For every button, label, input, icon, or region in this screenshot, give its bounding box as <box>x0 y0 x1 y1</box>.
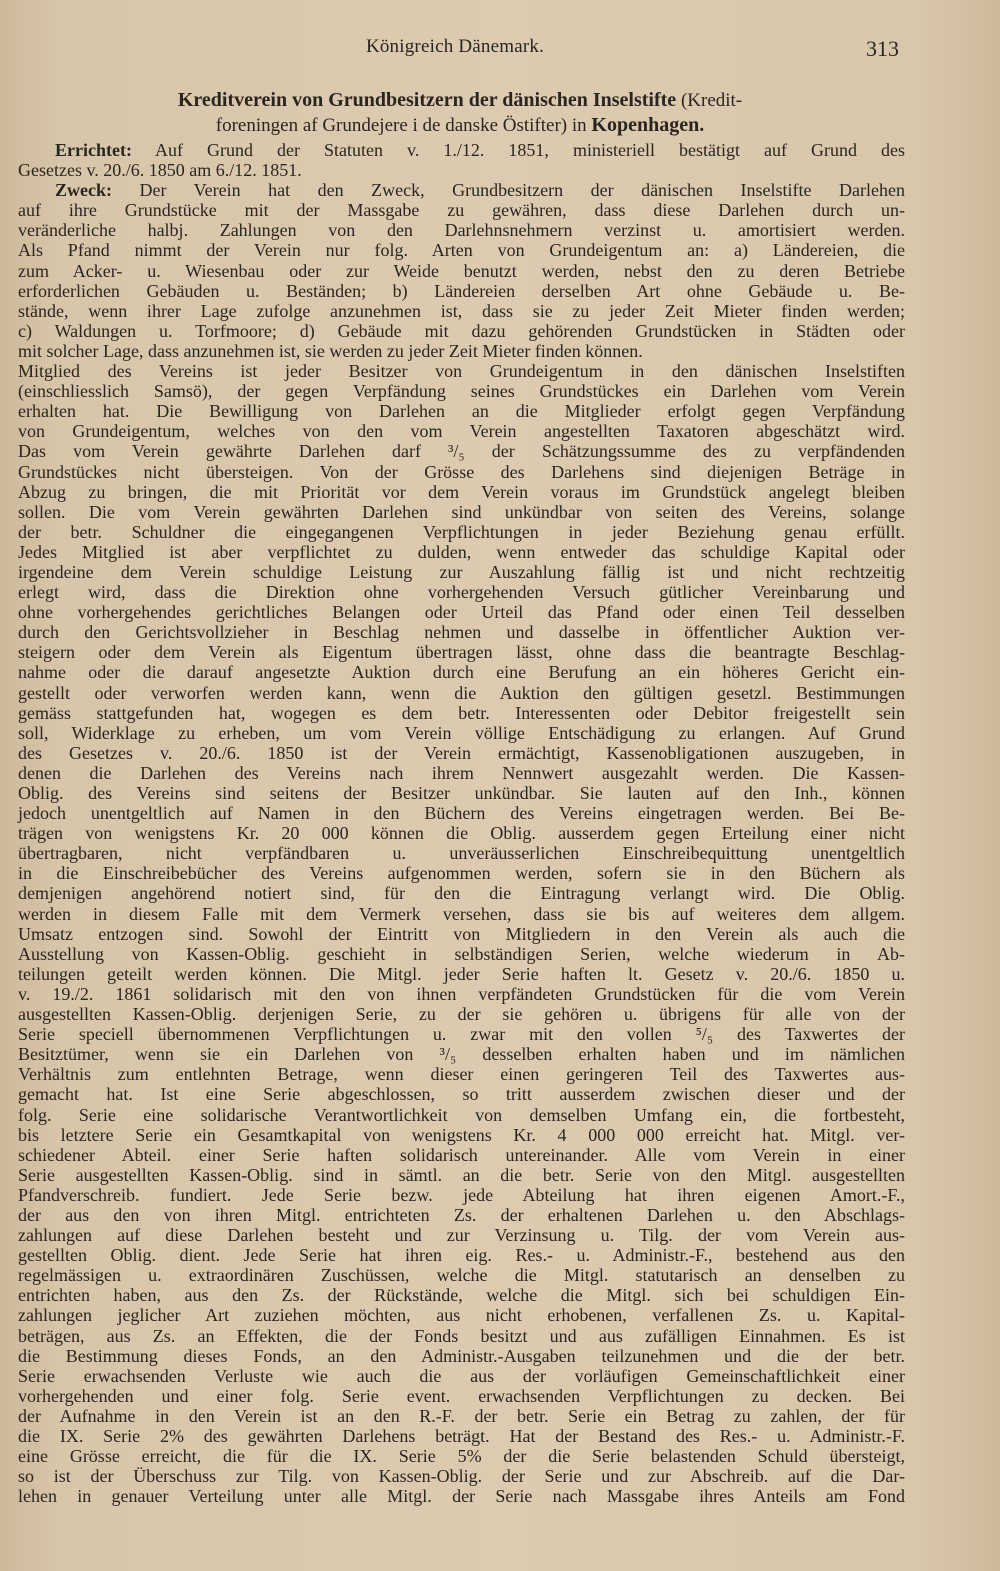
text-line <box>18 1165 905 1185</box>
text-line <box>18 381 905 401</box>
line-text: gemacht hat. Ist eine Serie abgeschlossen, so tritt ausserdem zwischen dieser und der <box>18 1084 905 1105</box>
text-line <box>18 1305 905 1325</box>
line-text: (einschliesslich Samsö), der gegen Verpfändung seines Grundstückes ein Darlehen vom Verein <box>18 381 905 402</box>
line-text: stände, wenn ihrer Lage zufolge anzunehmen ist, dass sie zu jeder Zeit Mieter finden werden; <box>18 300 905 321</box>
text-line <box>18 441 905 461</box>
text-line <box>18 421 905 441</box>
title-bold-part-2: Kopenhagen. <box>591 114 705 136</box>
line-text: teilungen geteilt werden können. Die Mitgl. jeder Serie haften lt. Gesetz v. 20./6. 1850 u. <box>18 963 905 984</box>
line-text: bis letztere Serie ein Gesamtkapital von wenigstens Kr. 4 000 000 erreicht hat. Mitgl. ver- <box>18 1124 905 1145</box>
text-line <box>18 1326 905 1346</box>
text-line <box>18 863 905 883</box>
line-text: ohne vorhergehendes gerichtliches Belangen oder Urteil das Pfand oder einen Teil desselben <box>18 602 905 623</box>
text-line <box>18 1346 905 1366</box>
text-line <box>18 1466 905 1486</box>
line-text: soll, Widerklage zu erheben, um vom Verein völlige Entschädigung zu erlangen. Auf Grund <box>18 722 905 743</box>
line-text: gestellten Oblig. dient. Jede Serie hat ihren eig. Res.- u. Administr.-F., bestehend aus den <box>18 1245 905 1266</box>
line-text: erforderlichen Gebäuden u. Beständen; b) Ländereien derselben Art ohne Gebäude u. Be- <box>18 280 905 301</box>
line-text: lehen in genauer Verteilung unter alle Mitgl. der Serie nach Massgabe ihres Anteils am Fond <box>18 1486 905 1507</box>
text-line <box>18 1105 905 1125</box>
line-text: Das vom Verein gewährte Darlehen darf ³/₅ der Schätzungssumme des zu verpfändenden <box>18 441 905 462</box>
text-line <box>18 703 905 723</box>
line-text: Serie erwachsenden Verluste wie auch die aus der vorläufigen Gemeinschaftlichkeit einer <box>18 1365 905 1386</box>
text-line <box>18 401 905 421</box>
line-text: ausgestellten Kassen-Oblig. derjenigen Serie, zu der sie gehören u. übrigens für alle von der <box>18 1004 905 1025</box>
line-text: gestellt oder verworfen werden kann, wenn die Auktion den gültigen gesetzl. Bestimmungen <box>18 682 905 703</box>
text-line <box>18 602 905 622</box>
running-head: Königreich Dänemark. <box>365 36 545 57</box>
line-text: regelmässigen u. extraordinären Zuschüssen, welche die Mitgl. statutarisch an denselben zu <box>18 1265 905 1286</box>
line-text: gemäss stattgefunden hat, wogegen es dem betr. Interessenten oder Debitor freigestellt sein <box>18 702 905 723</box>
text-line <box>18 1225 905 1245</box>
line-text: Jedes Mitglied ist aber verpflichtet zu dulden, wenn entweder das schuldige Kapital oder <box>18 541 905 562</box>
text-line <box>18 1386 905 1406</box>
line-text: Abzug zu bringen, die mit Priorität vor dem Verein voraus im Grundstück angelegt bleiben <box>18 481 905 502</box>
line-text: beträgen, aus Zs. an Effekten, die der Fonds besitzt und aus zufälligen Einnahmen. Es ist <box>18 1325 905 1346</box>
text-line <box>18 180 905 200</box>
line-text: die IX. Serie 2% des gewährten Darlehens beträgt. Hat der Bestand des Res.- u. Administr.-F. <box>18 1426 905 1446</box>
text-line <box>18 1426 905 1446</box>
text-line <box>18 622 905 642</box>
text-line <box>18 803 905 823</box>
line-text: nahme oder die darauf angesetzte Auktion durch eine Berufung an ein höheres Gericht ein- <box>18 662 905 683</box>
line-text: Serie speciell übernommenen Verpflichtungen u. zwar mit den vollen ⁵/₅ des Taxwertes der <box>18 1024 905 1045</box>
line-text: Ausstellung von Kassen-Oblig. geschieht in selbständigen Serien, welche wiederum in Ab- <box>18 943 905 964</box>
text-line <box>18 843 905 863</box>
text-line <box>18 200 905 220</box>
line-text: auf ihre Grundstücke mit der Massgabe zu gewähren, dass diese Darlehen durch un- <box>18 200 905 221</box>
label-zweck: Zweck: <box>55 180 112 201</box>
text-line <box>18 321 905 341</box>
line-text: steigern oder dem Verein als Eigentum übertragen lässt, ohne dass die beantragte Beschlag- <box>18 642 905 663</box>
line-text: entrichten haben, aus den Zs. der Rückstände, welche die Mitgl. sich bei schuldigen Ein- <box>18 1285 905 1306</box>
text-line <box>18 1084 905 1104</box>
text-line <box>18 783 905 803</box>
text-line <box>18 1285 905 1305</box>
line-text: denen die Darlehen des Vereins nach ihrem Nennwert ausgezahlt werden. Die Kassen- <box>18 762 905 783</box>
line-text: erlegt wird, dass die Direktion ohne vorhergehenden Versuch gütlicher Vereinbarung und <box>18 582 905 603</box>
title-normal-part-1: (Kredit- <box>676 90 743 111</box>
text-line <box>18 683 905 703</box>
text-line <box>18 502 905 522</box>
line-text: Grundstückes nicht übersteigen. Von der Grösse des Darlehens sind diejenigen Beträge in <box>18 461 905 482</box>
text-line <box>18 522 905 542</box>
text-line <box>18 1064 905 1084</box>
line-text: übertragbaren, nicht verpfändbaren u. unveräusserlichen Einschreibequittung unentgeltlich <box>18 843 905 864</box>
text-line <box>18 160 905 180</box>
text-line <box>18 944 905 964</box>
text-line <box>18 261 905 281</box>
line-text: vorhergehenden und einer folg. Serie event. erwachsenden Verpflichtungen zu decken. Bei <box>18 1385 905 1406</box>
text-line <box>18 361 905 381</box>
line-text: der aus den von ihren Mitgl. entrichteten Zs. der erhaltenen Darlehen u. den Abschlags- <box>18 1204 905 1225</box>
line-text: v. 19./2. 1861 solidarisch mit den von ihnen verpfändeten Grundstücken für die vom Verein <box>18 983 905 1004</box>
text-line <box>18 924 905 944</box>
text-line <box>18 1004 905 1024</box>
text-line <box>18 281 905 301</box>
line-text: werden in diesem Falle mit dem Vermerk versehen, dass sie bis auf weiteres dem allgem. <box>18 903 905 924</box>
text-line <box>18 723 905 743</box>
text-line <box>18 1145 905 1165</box>
text-line <box>18 1044 905 1064</box>
text-line <box>18 301 905 321</box>
line-text: so ist der Überschuss zur Tilg. von Kassen-Oblig. der Serie und zur Abschreib. auf die Dar- <box>18 1466 905 1487</box>
line-text: die Bestimmung dieses Fonds, an den Administr.-Ausgaben teilzunehmen und die der betr. <box>18 1345 905 1366</box>
text-line <box>18 904 905 924</box>
line-text: von Grundeigentum, welches von den vom Verein angestellten Taxatoren abgeschätzt wird. <box>18 421 905 442</box>
line-text: Oblig. des Vereins sind seitens der Besitzer unkündbar. Sie lauten auf den Inh., können <box>18 783 905 803</box>
line-text: des Gesetzes v. 20./6. 1850 ist der Verein ermächtigt, Kassenobligationen auszugeben, in <box>18 742 905 763</box>
line-text: folg. Serie eine solidarische Verantwortlichkeit von demselben Umfang ein, die fortbesteht, <box>18 1104 905 1125</box>
line-text: Umsatz entzogen sind. Sowohl der Eintritt von Mitgliedern in den Verein als auch die <box>18 923 905 944</box>
text-line <box>18 883 905 903</box>
text-line <box>18 743 905 763</box>
section-title <box>40 88 880 138</box>
text-line <box>18 763 905 783</box>
text-line <box>18 482 905 502</box>
line-text: zum Acker- u. Wiesenbau oder zur Weide benutzt werden, nebst den zu deren Betriebe <box>18 260 905 281</box>
text-line <box>18 1245 905 1265</box>
body-text <box>18 140 905 1506</box>
line-text: in die Einschreibebücher des Vereins aufgenommen werden, sofern sie in den Büchern als <box>18 863 905 884</box>
line-text: durch den Gerichtsvollzieher in Beschlag nehmen und dasselbe in öffentlicher Auktion ver- <box>18 622 905 643</box>
text-line <box>18 582 905 602</box>
label-errichtet: Errichtet: <box>55 140 132 160</box>
text-line <box>18 1446 905 1466</box>
text-line <box>18 140 905 160</box>
text-line <box>18 984 905 1004</box>
text-line <box>18 240 905 260</box>
text-line <box>18 1125 905 1145</box>
line-text: mit solcher Lage, dass anzunehmen ist, sie werden zu jeder Zeit Mieter finden können. <box>18 340 643 361</box>
line-text: demjenigen angehörend notiert sind, für den die Eintragung verlangt wird. Die Oblig. <box>18 883 905 904</box>
title-normal-part-2: foreningen af Grundejere i de danske Östifter) in <box>215 115 592 136</box>
line-text: sollen. Die vom Verein gewährten Darlehen sind unkündbar von seiten des Vereins, solange <box>18 501 905 522</box>
line-text: jedoch unentgeltlich auf Namen in den Büchern des Vereins eingetragen werden. Bei Be- <box>18 803 905 824</box>
line-text: zahlungen jeglicher Art zuziehen möchten, aus nicht erhobenen, verfallenen Zs. u. Kapital- <box>18 1305 905 1326</box>
line-text: Serie ausgestellten Kassen-Oblig. sind in sämtl. an die betr. Serie von den Mitgl. ausgestellten <box>18 1164 905 1185</box>
title-bold-part-1: Kreditverein von Grundbesitzern der dänischen Inselstifte <box>177 89 677 111</box>
text-line <box>18 1366 905 1386</box>
text-line <box>18 823 905 843</box>
line-text: der betr. Schuldner die eingegangenen Verpflichtungen in jeder Beziehung genau erfüllt. <box>18 521 905 542</box>
line-text: Pfandverschreib. fundiert. Jede Serie bezw. jede Abteilung hat ihren eigenen Amort.-F., <box>18 1184 905 1205</box>
line-text: Mitglied des Vereins ist jeder Besitzer von Grundeigentum in den dänischen Inselstiften <box>18 361 905 382</box>
line-text: zahlungen auf diese Darlehen besteht und zur Verzinsung u. Tilg. der vom Verein aus- <box>18 1225 905 1246</box>
line-text: eine Grösse erreicht, die für die IX. Serie 5% der die Serie belastenden Schuld übersteigt, <box>18 1446 905 1467</box>
line-text: erhalten hat. Die Bewilligung von Darlehen an die Mitglieder erfolgt gegen Verpfändung <box>18 401 905 422</box>
text-line <box>18 1185 905 1205</box>
page-number: 313 <box>866 36 899 61</box>
text-line <box>18 542 905 562</box>
text-line <box>18 1406 905 1426</box>
text-line <box>18 1486 905 1506</box>
line-text: irgendeine dem Verein schuldige Leistung zur Auszahlung fällig ist und nicht rechtzeitig <box>18 561 905 582</box>
text-line <box>18 341 905 361</box>
text-line <box>18 964 905 984</box>
line-text: Verhältnis zum entlehnten Betrage, wenn dieser einen geringeren Teil des Taxwertes aus- <box>18 1064 905 1085</box>
text-line <box>18 1265 905 1285</box>
text-line <box>18 1024 905 1044</box>
line-text: veränderliche halbj. Zahlungen von den Darlehnsnehmern verzinst u. amortisiert werden. <box>18 220 905 241</box>
line-text: c) Waldungen u. Torfmoore; d) Gebäude mit dazu gehörenden Grundstücken in Städten oder <box>18 320 905 341</box>
text-line <box>18 220 905 240</box>
line-text: schiedener Abteil. einer Serie haften solidarisch untereinander. Alle vom Verein in einer <box>18 1144 905 1165</box>
text-line <box>18 562 905 582</box>
line-text: Besitztümer, wenn sie ein Darlehen von ³/₅ desselben erhalten haben und im nämlichen <box>18 1044 905 1065</box>
line-text: Der Verein hat den Zweck, Grundbesitzern der dänischen Inselstifte Darlehen <box>112 180 905 201</box>
text-line <box>18 1205 905 1225</box>
line-text: Auf Grund der Statuten v. 1./12. 1851, ministeriell bestätigt auf Grund des <box>131 140 905 160</box>
text-line <box>18 642 905 662</box>
line-text: trägen von wenigstens Kr. 20 000 können die Oblig. ausserdem gegen Erteilung einer nicht <box>18 823 905 844</box>
line-text: Als Pfand nimmt der Verein nur folg. Arten von Grundeigentum an: a) Ländereien, die <box>18 240 905 261</box>
text-line <box>18 662 905 682</box>
line-text: Gesetzes v. 20./6. 1850 am 6./12. 1851. <box>18 160 302 181</box>
line-text: der Aufnahme in den Verein ist an den R.-F. der betr. Serie ein Betrag zu zahlen, der für <box>18 1405 905 1426</box>
text-line <box>18 462 905 482</box>
